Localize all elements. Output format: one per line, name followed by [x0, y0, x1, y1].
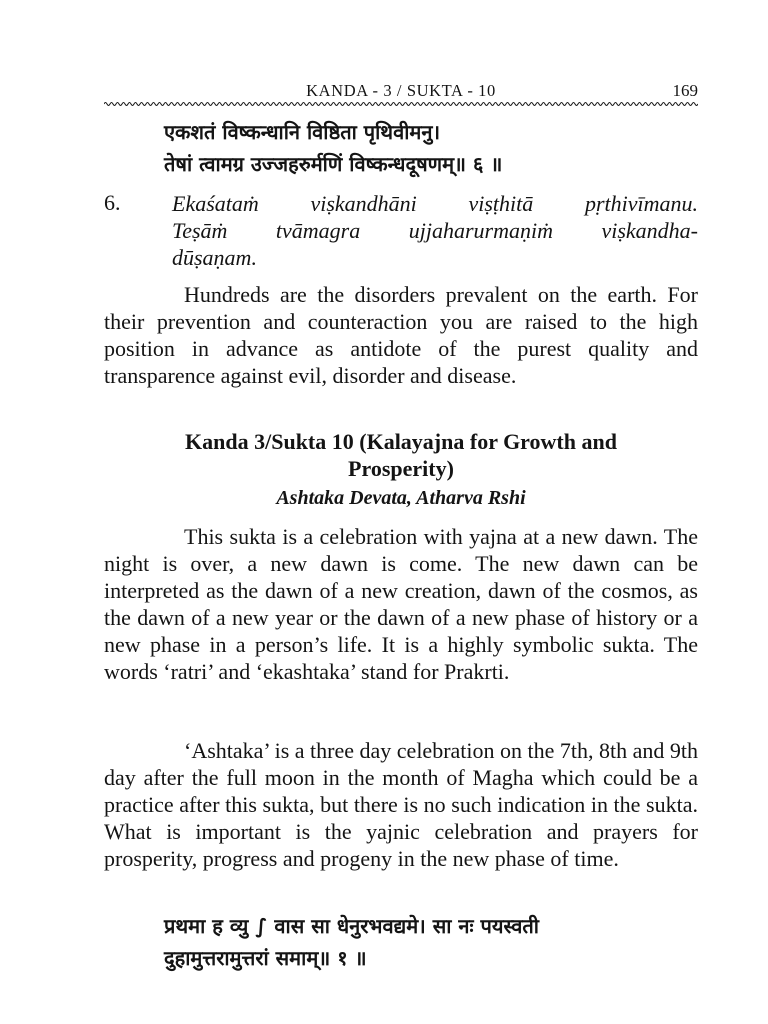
page-number: 169	[672, 81, 698, 100]
verse-6-translit-line-3: dūṣaṇam.	[172, 245, 257, 270]
section-heading	[104, 428, 698, 482]
verse-6-transliteration	[172, 190, 698, 271]
verse-6-number: 6.	[104, 190, 121, 215]
verse-1-sanskrit-line-2: दुहामुत्तरामुत्तरां समाम्॥ १ ॥	[164, 946, 367, 970]
verse-6-translit-line-1: Ekaśataṁ viṣkandhāni viṣṭhitā pṛthivīmanu.	[172, 191, 698, 216]
verse-6-translation: Hundreds are the disorders prevalent on the earth. For their prevention and counteraction you are raised to the high position in advance as antidote of the purest quality and transparence against evil, disorder and disease.	[104, 282, 698, 388]
wavy-header-rule	[104, 100, 698, 108]
running-title: KANDA - 3 / SUKTA - 10	[306, 81, 496, 100]
book-page	[104, 0, 698, 1024]
verse-6-sanskrit-line-1: एकशतं विष्कन्धानि विष्ठिता पृथिवीमनु।	[164, 120, 441, 144]
verse-1-sanskrit-line-1: प्रथमा ह व्यु ∫ वास सा धेनुरभवद्यमे। सा नः पयस्वती	[164, 914, 539, 938]
intro-paragraph-1: This sukta is a celebration with yajna at a new dawn. The night is over, a new dawn is come. The new dawn can be interpreted as the dawn of a new creation, dawn of the cosmos, as the dawn of a new year or the dawn of a new phase of history or a new phase in a person’s life. It is a highly symbolic sukta. The words ‘ratri’ and ‘ekashtaka’ stand for Prakrti.	[104, 524, 698, 684]
verse-6-translit-line-2: Teṣāṁ tvāmagra ujjaharurmaṇiṁ viṣkandha-	[172, 218, 698, 243]
verse-6-sanskrit-line-2: तेषां त्वामग्र उज्जहरुर्मणिं विष्कन्धदूषणम्॥ ६ ॥	[164, 152, 503, 176]
intro-paragraph-2: ‘Ashtaka’ is a three day celebration on the 7th, 8th and 9th day after the full moon in the month of Magha which could be a practice after this sukta, but there is no such indication in the sukta. What is important is the yajnic celebration and prayers for prosperity, progress and progeny in the new phase of time.	[104, 738, 698, 871]
section-heading-line-1: Kanda 3/Sukta 10 (Kalayajna for Growth and	[185, 429, 617, 454]
section-heading-line-2: Prosperity)	[348, 456, 454, 481]
section-subheading: Ashtaka Devata, Atharva Rshi	[276, 487, 526, 509]
